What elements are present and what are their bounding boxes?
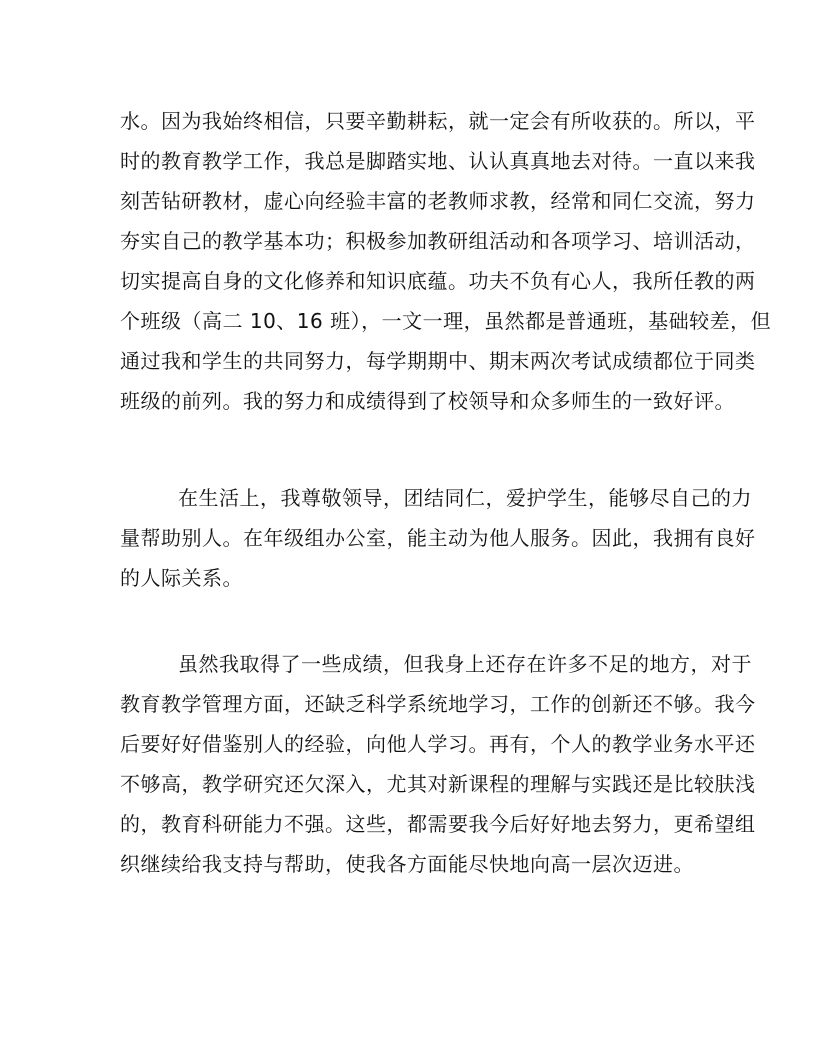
text-line: 个班级（高二 10、16 班），一文一理，虽然都是普通班，基础较差，但 xyxy=(120,309,772,333)
text-line: 教育教学管理方面，还缺乏科学系统地学习，工作的创新还不够。我今 xyxy=(120,692,756,716)
text-line: 虽然我取得了一些成绩，但我身上还存在许多不足的地方，对于 xyxy=(178,652,752,676)
text-line: 后要好好借鉴别人的经验，向他人学习。再有，个人的教学业务水平还 xyxy=(120,732,756,756)
text-line: 量帮助别人。在年级组办公室，能主动为他人服务。因此，我拥有良好 xyxy=(120,526,756,550)
text-line: 班级的前列。我的努力和成绩得到了校领导和众多师生的一致好评。 xyxy=(120,389,735,413)
text-line: 的，教育科研能力不强。这些，都需要我今后好好地去努力，更希望组 xyxy=(120,812,756,836)
text-line: 水。因为我始终相信，只要辛勤耕耘，就一定会有所收获的。所以，平 xyxy=(120,109,756,133)
text-line: 在生活上，我尊敬领导，团结同仁，爱护学生，能够尽自己的力 xyxy=(178,486,752,510)
paragraph-shortcomings xyxy=(120,644,756,884)
text-line: 通过我和学生的共同努力，每学期期中、期末两次考试成绩都位于同类 xyxy=(120,349,756,373)
paragraph-work-achievements xyxy=(120,101,772,421)
text-line: 的人际关系。 xyxy=(120,566,243,590)
paragraph-life xyxy=(120,478,756,598)
text-line: 织继续给我支持与帮助，使我各方面能尽快地向高一层次迈进。 xyxy=(120,852,694,876)
text-line: 刻苦钻研教材，虚心向经验丰富的老教师求教，经常和同仁交流，努力 xyxy=(120,189,756,213)
text-line: 夯实自己的教学基本功；积极参加教研组活动和各项学习、培训活动， xyxy=(120,229,756,253)
text-line: 切实提高自身的文化修养和知识底蕴。功夫不负有心人，我所任教的两 xyxy=(120,269,756,293)
text-line: 不够高，教学研究还欠深入，尤其对新课程的理解与实践还是比较肤浅 xyxy=(120,772,756,796)
text-line: 时的教育教学工作，我总是脚踏实地、认认真真地去对待。一直以来我 xyxy=(120,149,756,173)
